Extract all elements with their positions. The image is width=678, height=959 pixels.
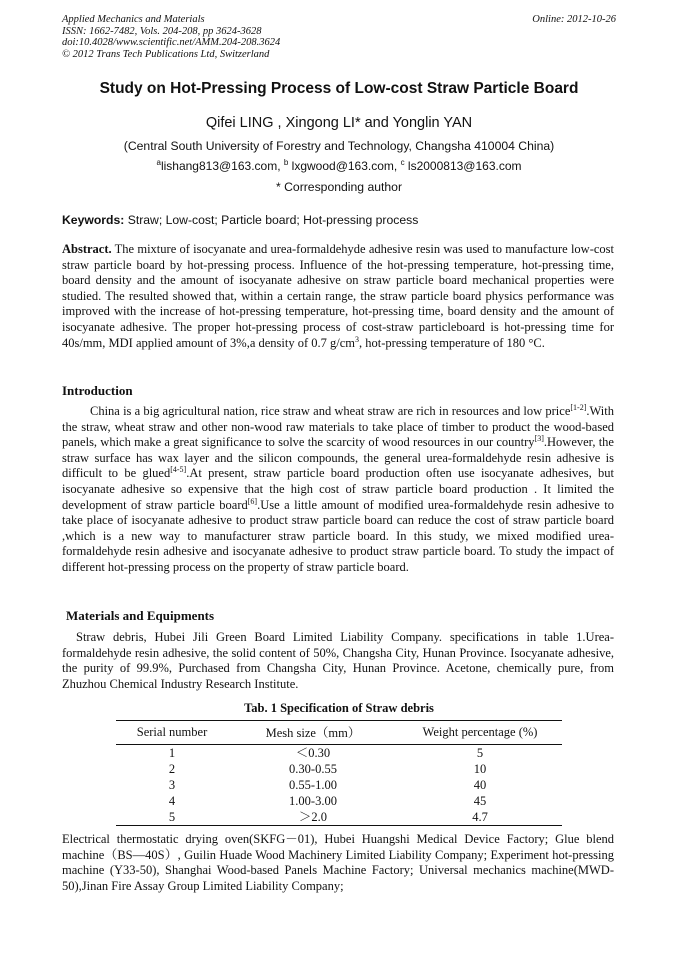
intro-text-3: .However, the straw surface has wax layer and the silicon compounds, the general urea-formaldehyde resin adhesive is difficult to be glued: [62, 435, 614, 481]
equipment-paragraph: Electrical thermostatic drying oven(SKFG－01), Hubei Huangshi Medical Device Factory; Glue blend machine（BS—40S）, Guilin Huade Wood Machinery Limited Liability Company; Experiment hot-pressing machine (Y33-50), Shanghai Wood-based Panels Machine Factory; Universal mechanics machine(MWD-50),Jinan Fire Assay Group Limited Liability Company;: [62, 832, 614, 893]
issn-line: ISSN: 1662-7482, Vols. 204-208, pp 3624-3628: [62, 25, 262, 37]
table-header-cell: Weight percentage (%): [398, 721, 562, 745]
abstract-text: The mixture of isocyanate and urea-formaldehyde adhesive resin was used to manufacture low-cost straw particle board by hot-pressing process. Influence of the hot-pressing temperature, hot-pressing time, board density and the amount of isocyanate adhesive on straw particle board mechanical properties were studied. The resulted showed that, within a certain range, the straw particle board physics performance was improved with the increase of hot-pressing temperature, hot-pressing time, board density and the amount of isocyanate adhesive. The proper hot-pressing process of cost-straw particleboard is hot-pressing time for 40s/mm, MDI applied amount of 3%,a density of 0.7 g/cm: [62, 242, 614, 350]
table-cell: 3: [168, 778, 176, 792]
citation-ref: [4-5]: [170, 465, 187, 475]
keywords-line: [62, 213, 616, 227]
table-cell: 1: [168, 746, 176, 760]
table-row: [116, 809, 562, 826]
introduction-paragraph: [62, 404, 614, 576]
table-cell: 0.55-1.00: [289, 778, 337, 792]
email-c: ls2000813@163.com: [404, 159, 522, 173]
table-header-row: [116, 721, 562, 745]
abstract-label: Abstract.: [62, 242, 112, 256]
citation-ref: [6]: [247, 496, 258, 506]
intro-text-5: .Use a little amount of modified urea-formaldehyde resin adhesive to take place of isocyanate adhesive to product straw particle board can reduce the cost of straw particle board ,which is a new way to manufacturer straw particle board. In this study, we mixed modified urea-formaldehyde resin adhesive and isocyanate adhesive to product straw particle board. To study the impact of different hot-pressing process on the property of straw particle board.: [62, 497, 614, 574]
straw-debris-table: [116, 720, 562, 826]
keywords-label: Keywords:: [62, 213, 125, 227]
introduction-heading: Introduction: [62, 383, 133, 398]
keywords-text: Straw; Low-cost; Particle board; Hot-pressing process: [124, 213, 419, 227]
table-cell: 5: [116, 809, 228, 826]
author-affiliation: (Central South University of Forestry and Technology, Changsha 410004 China): [123, 139, 555, 153]
table-cell: ＞2.0: [228, 809, 398, 826]
intro-text-1: China is a big agricultural nation, rice straw and wheat straw are rich in resources and low price: [90, 404, 571, 418]
table-cell: 4.7: [398, 809, 562, 826]
email-sup-a: a: [156, 158, 161, 167]
email-b: lxgwood@163.com,: [288, 159, 401, 173]
table-row: [116, 761, 562, 777]
email-a: lishang813@163.com,: [160, 159, 284, 173]
table-cell: 40: [473, 778, 487, 792]
copyright-line: © 2012 Trans Tech Publications Ltd, Switzerland: [62, 48, 270, 60]
materials-heading: Materials and Equipments: [66, 608, 215, 623]
table-cell: 0.30-0.55: [289, 762, 337, 776]
online-date: Online: 2012-10-26: [532, 14, 616, 25]
table-header-cell: Serial number: [116, 721, 228, 745]
doi-line: doi:10.4028/www.scientific.net/AMM.204-208.3624: [62, 37, 281, 48]
abstract-text-end: , hot-pressing temperature of 180 °C.: [359, 335, 545, 350]
intro-text-4: .At present, straw particle board production often use isocyanate adhesives, but isocyanate adhesive so expensive that the high cost of straw particle board production . It limited the development of straw particle board: [62, 466, 614, 512]
abstract-sup: 3: [355, 334, 360, 344]
table-cell: 2: [168, 762, 176, 776]
intro-text-2: .With the straw, wheat straw and other non-wood raw materials to take place of timber to product the wood-based panels, which make a great significance to solve the scarcity of wood resources in our country: [62, 404, 614, 450]
abstract-paragraph: [62, 242, 614, 351]
table-cell: 45: [473, 794, 487, 808]
journal-name: Applied Mechanics and Materials: [62, 14, 205, 25]
table-cell: ＜0.30: [295, 746, 331, 760]
table-cell: 1.00-3.00: [289, 794, 337, 808]
table-cell: 4: [168, 794, 176, 808]
paper-title: Study on Hot-Pressing Process of Low-cost Straw Particle Board: [99, 80, 579, 97]
email-sup-c: c: [400, 158, 405, 167]
table-row: [116, 745, 562, 762]
table-row: [116, 777, 562, 793]
table-header-cell: Mesh size（mm）: [228, 721, 398, 745]
author-emails: [62, 158, 616, 173]
journal-header: [62, 14, 616, 60]
email-sup-b: b: [283, 158, 289, 167]
table-cell: 10: [473, 762, 487, 776]
table-cell: 5: [476, 746, 484, 760]
paper-authors: Qifei LING , Xingong LI* and Yonglin YAN: [205, 115, 473, 131]
table-caption: Tab. 1 Specification of Straw debris: [244, 701, 434, 715]
table-row: [116, 793, 562, 809]
materials-paragraph: Straw debris, Hubei Jili Green Board Limited Liability Company. specifications in table 1.Urea-formaldehyde resin adhesive, the solid content of 50%, Changsha City, Hunan Province. Isocyanate adhesive, the purity of 99.9%, Purchased from Changsha City, Hunan Province. Acetone, chemically pure, from Zhuzhou Chemical Industry Research Institute.: [62, 630, 614, 691]
citation-ref: [3]: [534, 434, 544, 444]
corresponding-author-note: * Corresponding author: [275, 180, 403, 194]
citation-ref: [1-2]: [570, 403, 587, 412]
